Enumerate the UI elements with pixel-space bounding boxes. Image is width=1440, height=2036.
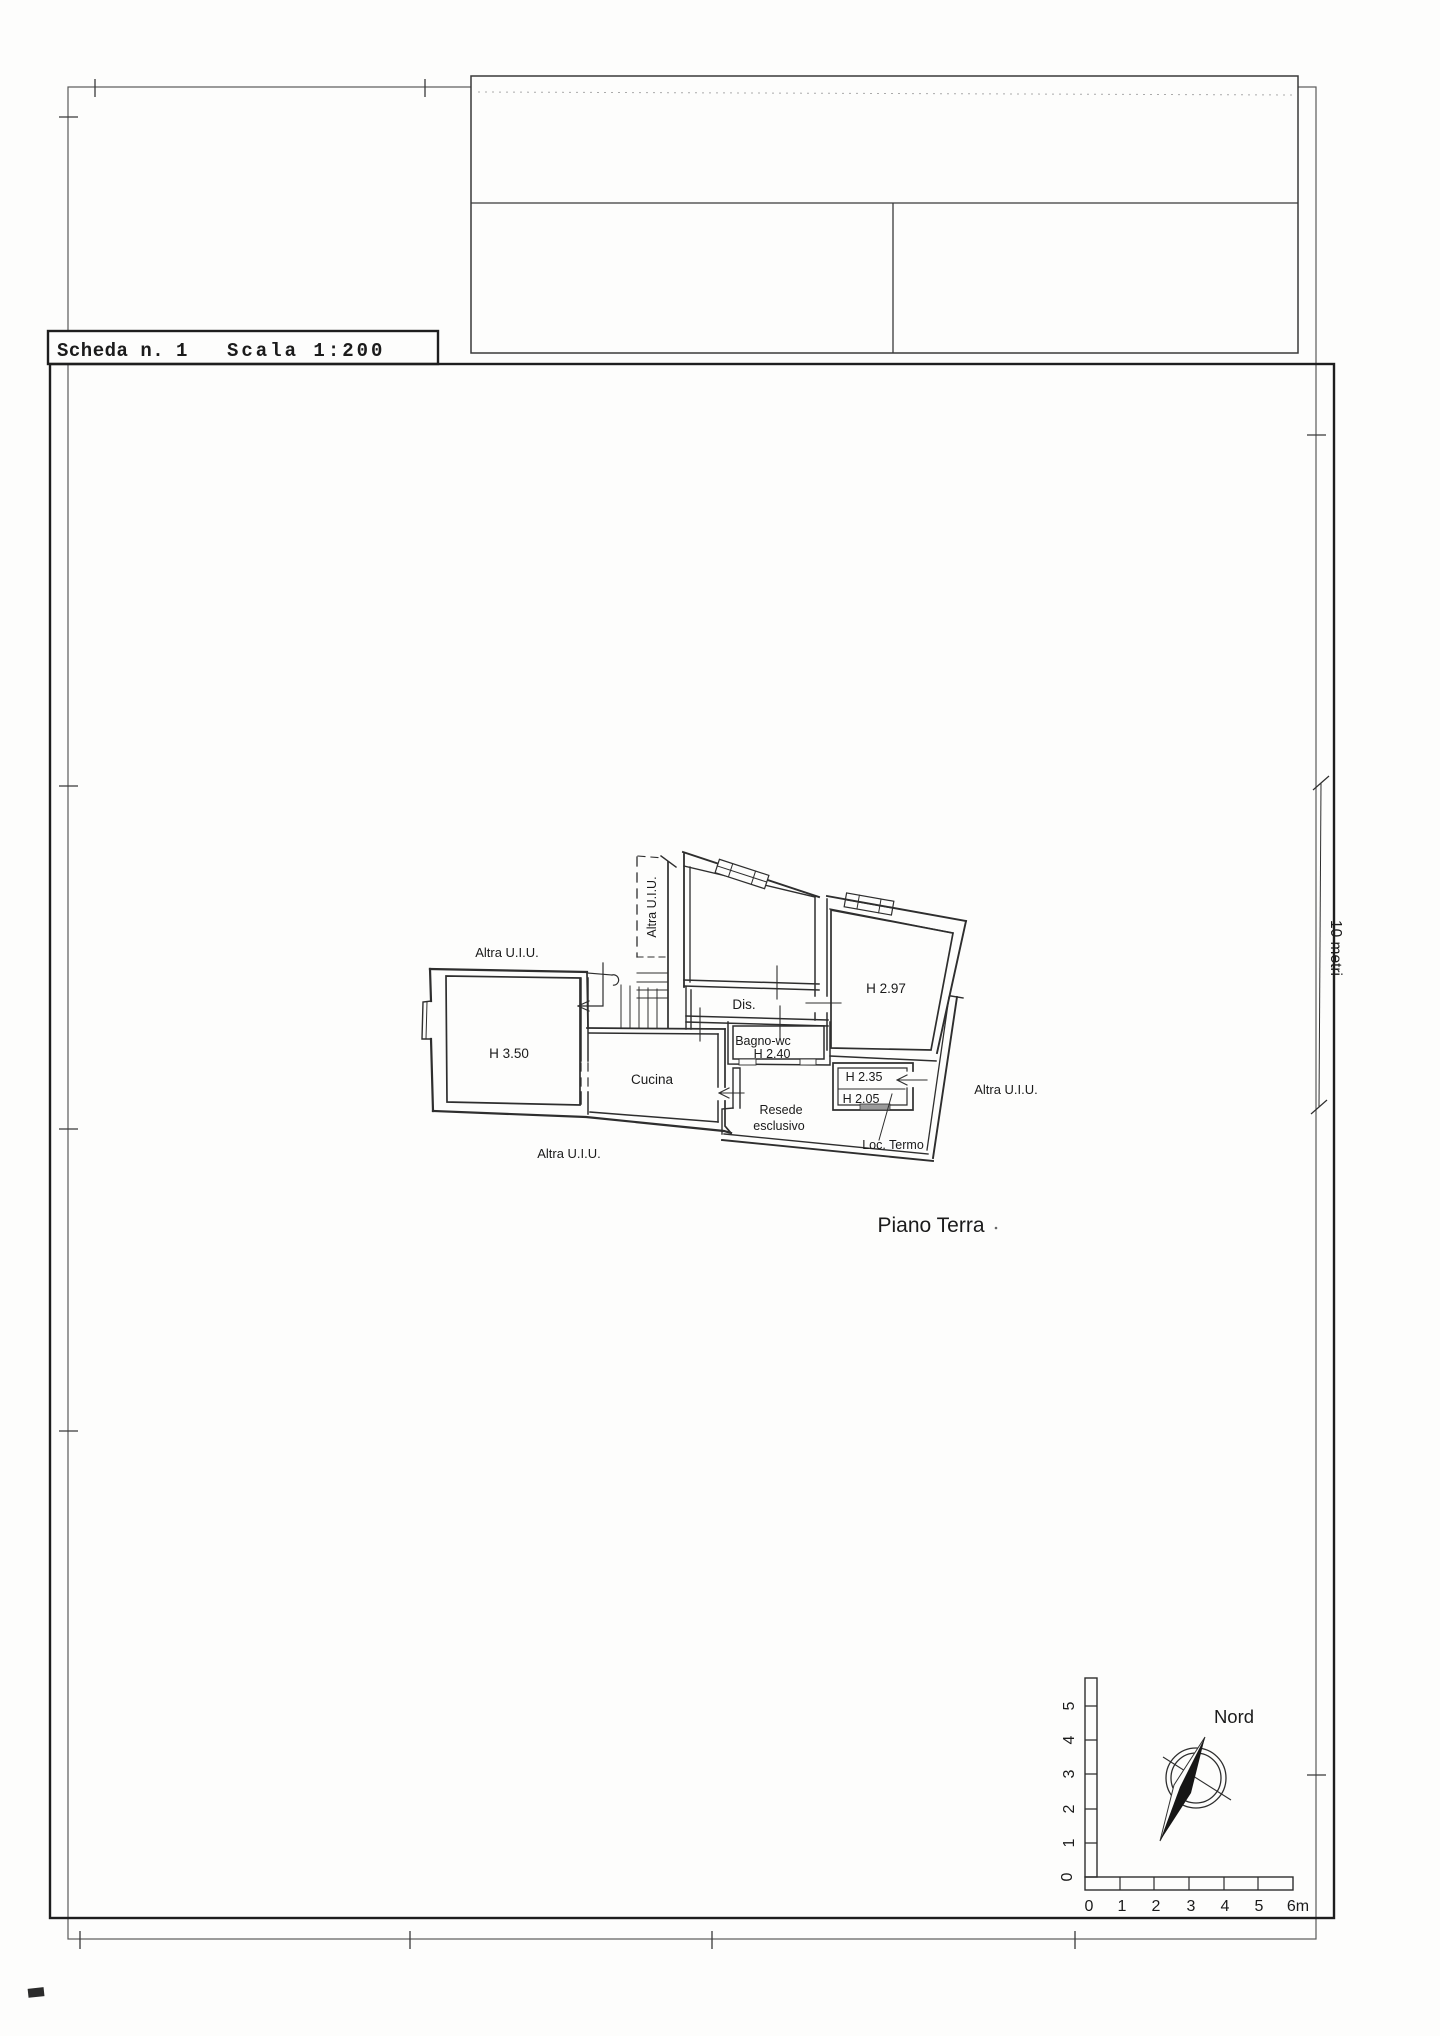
h-scale-label-6m: 6m [1286, 1898, 1310, 1915]
h-scale-label-5: 5 [1254, 1898, 1264, 1915]
room-h350-walls [422, 969, 731, 1133]
scheda-box [48, 331, 438, 364]
room-h350-label: H 3.50 [489, 1046, 529, 1061]
h-scale-label-2: 2 [1151, 1898, 1161, 1915]
compass [1160, 1706, 1254, 1841]
loc-termo-leader-line [879, 1094, 892, 1140]
room-h297-label: H 2.97 [866, 981, 906, 996]
altra-uiu-top-label: Altra U.I.U. [475, 945, 539, 960]
v-scale-label-1: 1 [1061, 1838, 1078, 1848]
dis-label: Dis. [732, 997, 756, 1012]
north-label: Nord [1213, 1706, 1255, 1727]
floor-plan [422, 852, 1038, 1161]
altra-uiu-bottom-label: Altra U.I.U. [537, 1146, 601, 1161]
horizontal-bar-divisions [1120, 1877, 1258, 1890]
threshold-right [800, 1059, 816, 1065]
handrail-curl [612, 975, 619, 985]
stair-treads-horizontal [637, 973, 668, 998]
h205-label: H 2.05 [842, 1092, 880, 1106]
v-scale-label-0: 0 [1059, 1872, 1076, 1882]
scale-ratio-label: Scala 1:200 [227, 340, 386, 362]
h-scale-label-1: 1 [1117, 1898, 1127, 1915]
floor-title: Piano Terra [877, 1214, 985, 1237]
h-scale-label-4: 4 [1220, 1898, 1230, 1915]
outer-wing-walls [722, 996, 963, 1161]
cucina-label: Cucina [630, 1072, 674, 1087]
dimension-label: 10 metri [1327, 920, 1344, 976]
room-h297-walls [827, 896, 966, 1061]
h235-label: H 2.35 [845, 1070, 883, 1084]
altra-uiu-corridor-label: Altra U.I.U. [645, 876, 659, 938]
scan-artifact [28, 1987, 45, 1998]
v-scale-label-3: 3 [1061, 1769, 1078, 1779]
door-opening-dashed [581, 1063, 588, 1091]
v-scale-label-5: 5 [1061, 1701, 1078, 1711]
stair-treads-vertical [621, 985, 657, 1028]
resede-label-line2: esclusivo [753, 1119, 805, 1133]
scheda-number-label: Scheda n. 1 [57, 340, 188, 362]
bagno-wc-label: Bagno-wc [735, 1034, 791, 1048]
v-scale-label-4: 4 [1061, 1735, 1078, 1745]
v-scale-label-2: 2 [1061, 1804, 1078, 1814]
h-scale-label-3: 3 [1186, 1898, 1196, 1915]
window-upper-left [715, 859, 769, 888]
door-arrow-loc-termo [897, 1075, 927, 1085]
window-bay-inner-line [426, 1002, 427, 1039]
h-scale-label-0: 0 [1084, 1898, 1094, 1915]
drawing-frame [50, 364, 1334, 1918]
scan-speck [995, 1227, 998, 1230]
altra-uiu-right-label: Altra U.I.U. [974, 1082, 1038, 1097]
bagno-height-label: H 2.40 [753, 1047, 791, 1061]
resede-label-line1: Resede [759, 1103, 803, 1117]
loc-termo-label: Loc. Termo [862, 1138, 924, 1152]
vertical-bar-divisions [1085, 1706, 1097, 1843]
header-table [471, 76, 1298, 353]
compass-needle-dark-half [1160, 1737, 1205, 1841]
